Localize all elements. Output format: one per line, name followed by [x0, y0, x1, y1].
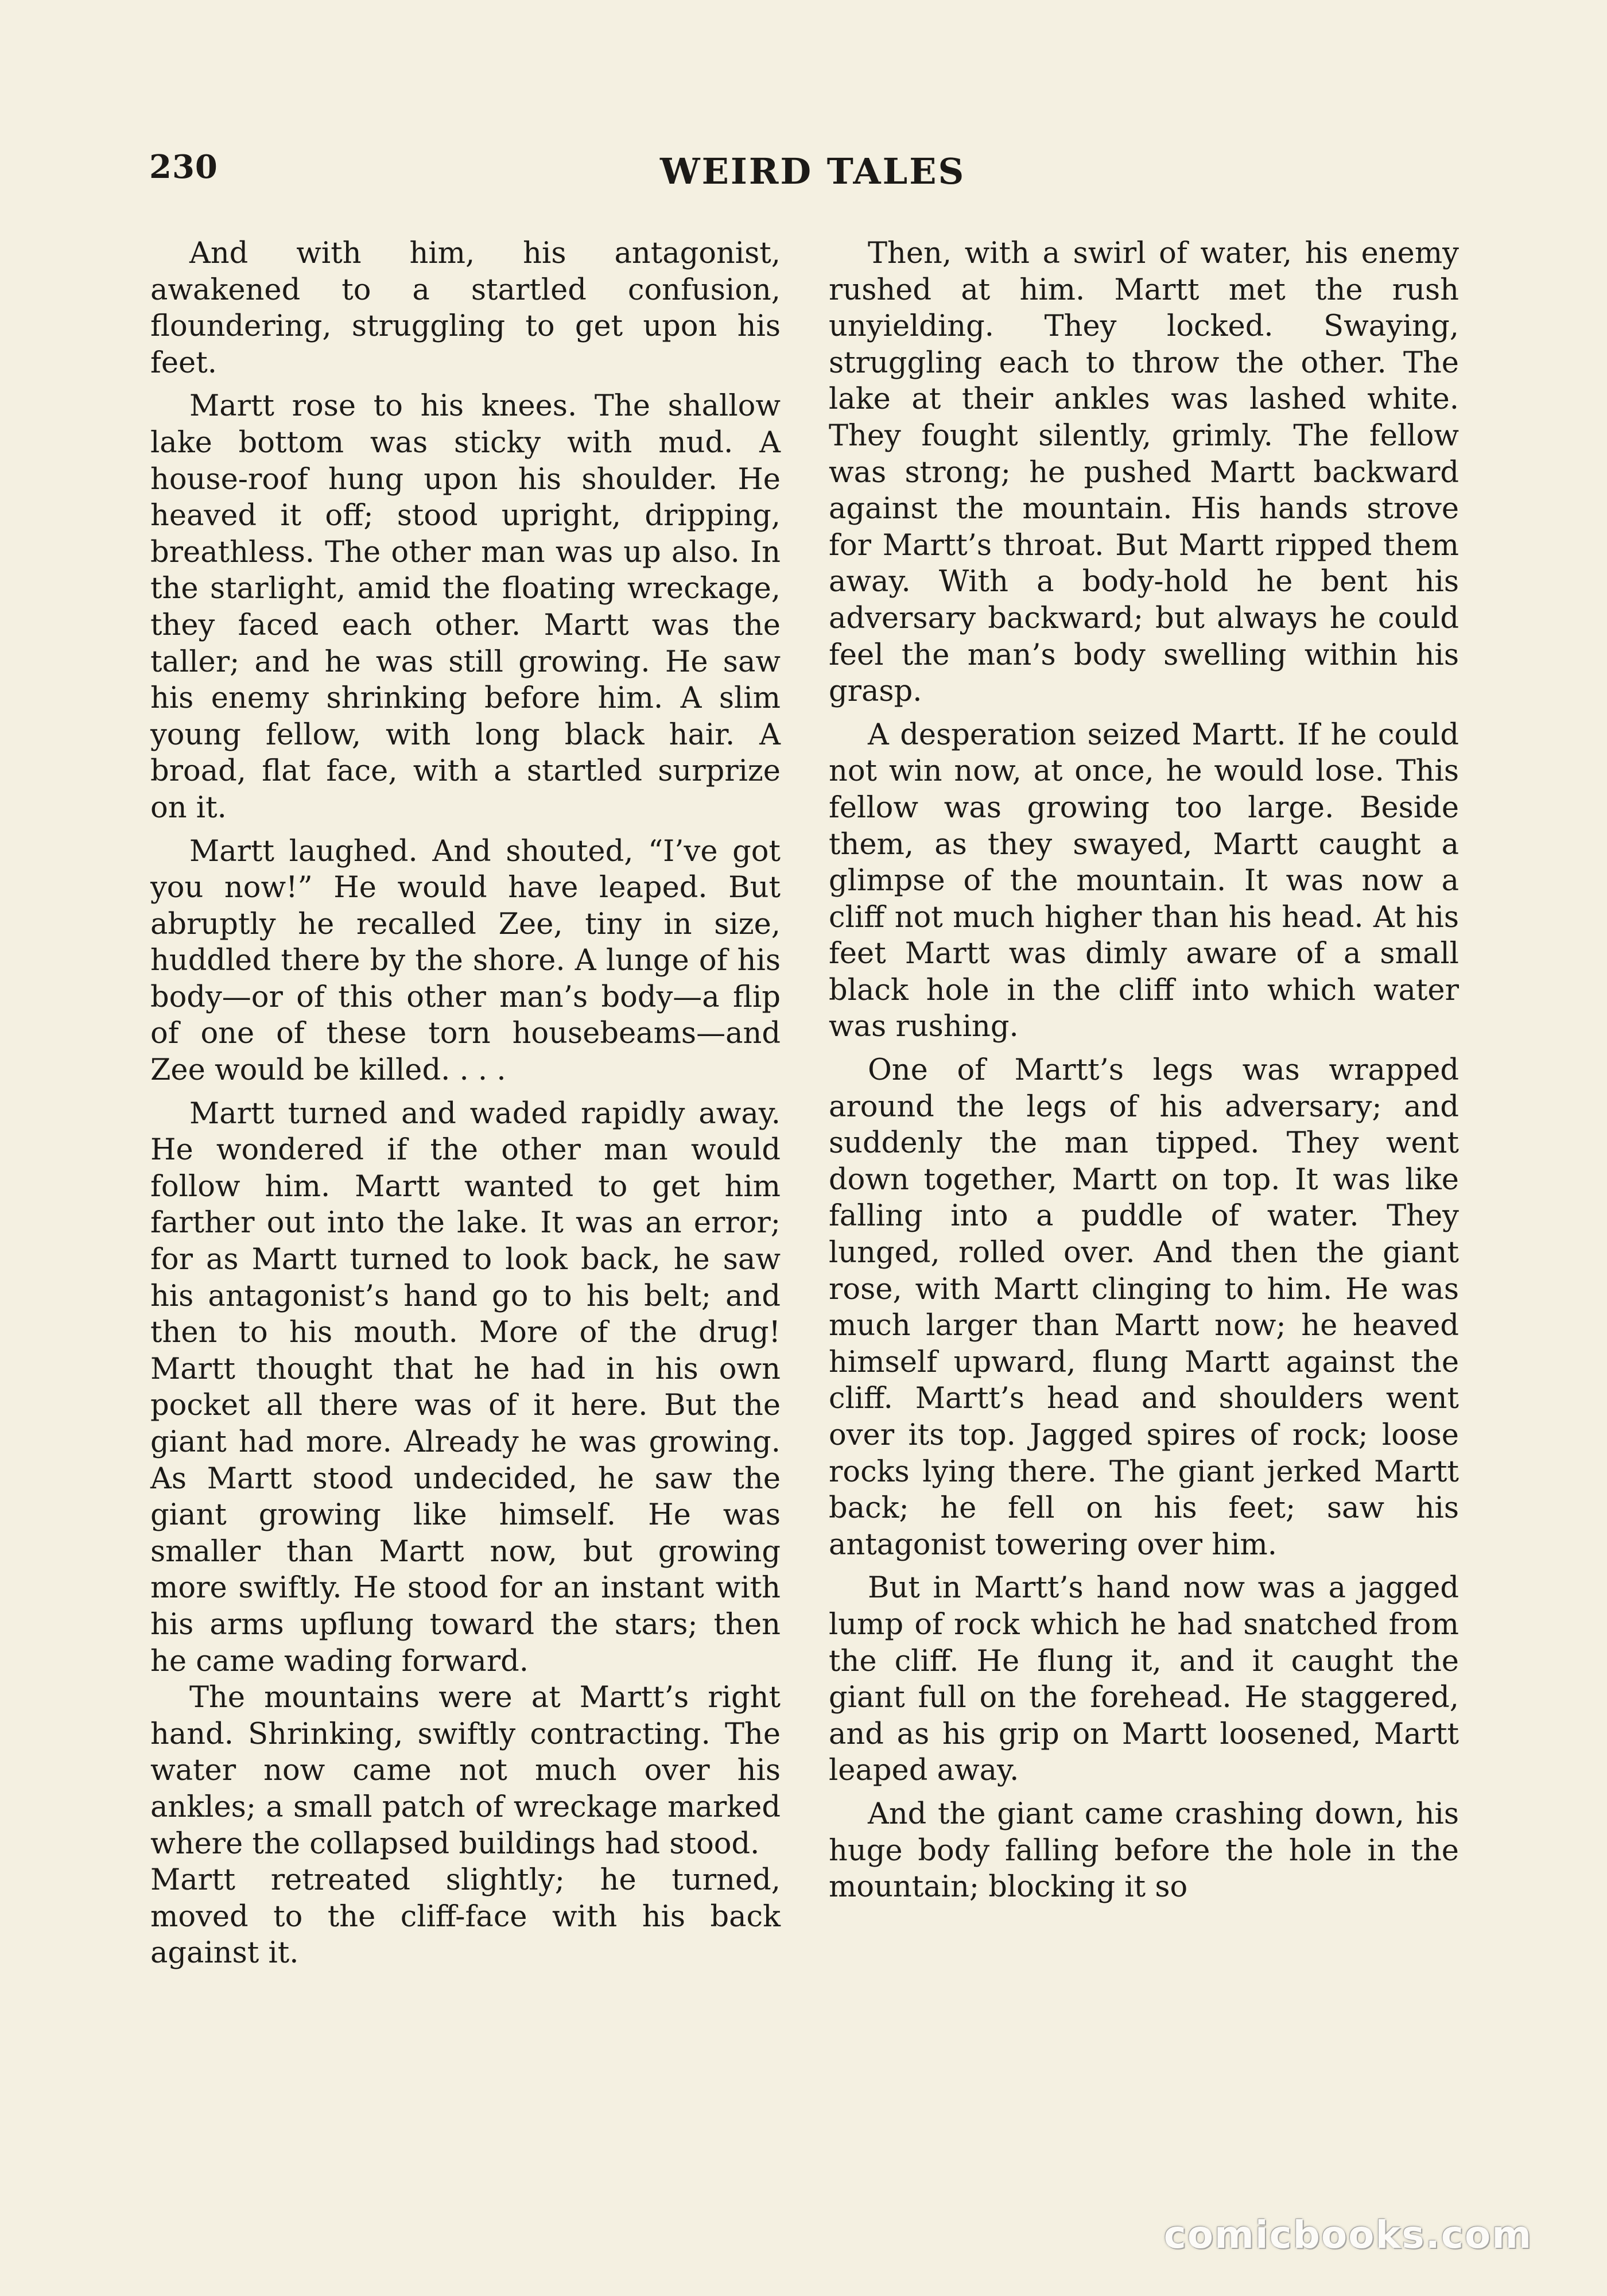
- paragraph: A desperation seized Martt. If he could not win now, at once, he would lose. This fellow was growing too large. Beside them, as they swayed, Martt caught a glimpse of the mountain. It was now a cliff not much higher than his head. At his feet Martt was dimly aware of a small black hole in the cliff into which water was rushing.: [829, 718, 1459, 1044]
- paragraph: Martt retreated slightly; he turned, moved to the cliff-face with his back against it.: [150, 1863, 781, 1971]
- paragraph: One of Martt’s legs was wrapped around the legs of his adversary; and suddenly the man tipped. They went down together, Martt on top. It was like falling into a puddle of water. They lunged, rolled over. And then the giant rose, with Martt clinging to him. He was much larger than Martt now; he heaved himself upward, flung Martt against the cliff. Martt’s head and shoulders went over its top. Jagged spires of rock; loose rocks lying there. The giant jerked Martt back; he fell on his feet; saw his antagonist towering over him.: [829, 1053, 1459, 1562]
- watermark: comicbooks.com: [1163, 2213, 1532, 2257]
- paragraph: The mountains were at Martt’s right hand. Shrinking, swiftly contracting. The water now came not much over his ankles; a small patch of wreckage marked where the collapsed buildings had stood.: [150, 1681, 781, 1861]
- paragraph: And the giant came crashing down, his huge body falling before the hole in the mountain; blocking it so: [829, 1797, 1459, 1905]
- paragraph: Martt rose to his knees. The shallow lake bottom was sticky with mud. A house-roof hung upon his shoulder. He heaved it off; stood upright, dripping, breathless. The other man was up also. In the starlight, amid the floating wreckage, they faced each other. Martt was the taller; and he was still growing. He saw his enemy shrinking before him. A slim young fellow, with long black hair. A broad, flat face, with a startled surprize on it.: [150, 389, 781, 825]
- paragraph: But in Martt’s hand now was a jagged lump of rock which he had snatched from the cliff. He flung it, and it caught the giant full on the forehead. He staggered, and as his grip on Martt loosened, Martt leaped away.: [829, 1571, 1459, 1788]
- paragraph: And with him, his antagonist, awakened to a startled confusion, floundering, struggling to get upon his feet.: [150, 236, 781, 380]
- page-number: 230: [149, 148, 218, 186]
- left-column: [150, 235, 781, 1972]
- running-title: WEIRD TALES: [660, 150, 966, 192]
- paragraph: Martt laughed. And shouted, “I’ve got you now!” He would have leaped. But abruptly he recalled Zee, tiny in size, huddled there by the shore. A lunge of his body—or of this other man’s body—a flip of one of these torn housebeams—and Zee would be killed. . . .: [150, 834, 781, 1088]
- right-column: [829, 235, 1459, 1906]
- paragraph: Then, with a swirl of water, his enemy rushed at him. Martt met the rush unyielding. They locked. Swaying, struggling each to throw the other. The lake at their ankles was lashed white. They fought silently, grimly. The fellow was strong; he pushed Martt backward against the mountain. His hands strove for Martt’s throat. But Martt ripped them away. With a body-hold he bent his adversary backward; but always he could feel the man’s body swelling within his grasp.: [829, 236, 1459, 709]
- paragraph: Martt turned and waded rapidly away. He wondered if the other man would follow him. Martt wanted to get him farther out into the lake. It was an error; for as Martt turned to look back, he saw his antagonist’s hand go to his belt; and then to his mouth. More of the drug! Martt thought that he had in his own pocket all there was of it here. But the giant had more. Already he was growing. As Martt stood undecided, he saw the giant growing like himself. He was smaller than Martt now, but growing more swiftly. He stood for an instant with his arms upflung toward the stars; then he came wading forward.: [150, 1096, 781, 1678]
